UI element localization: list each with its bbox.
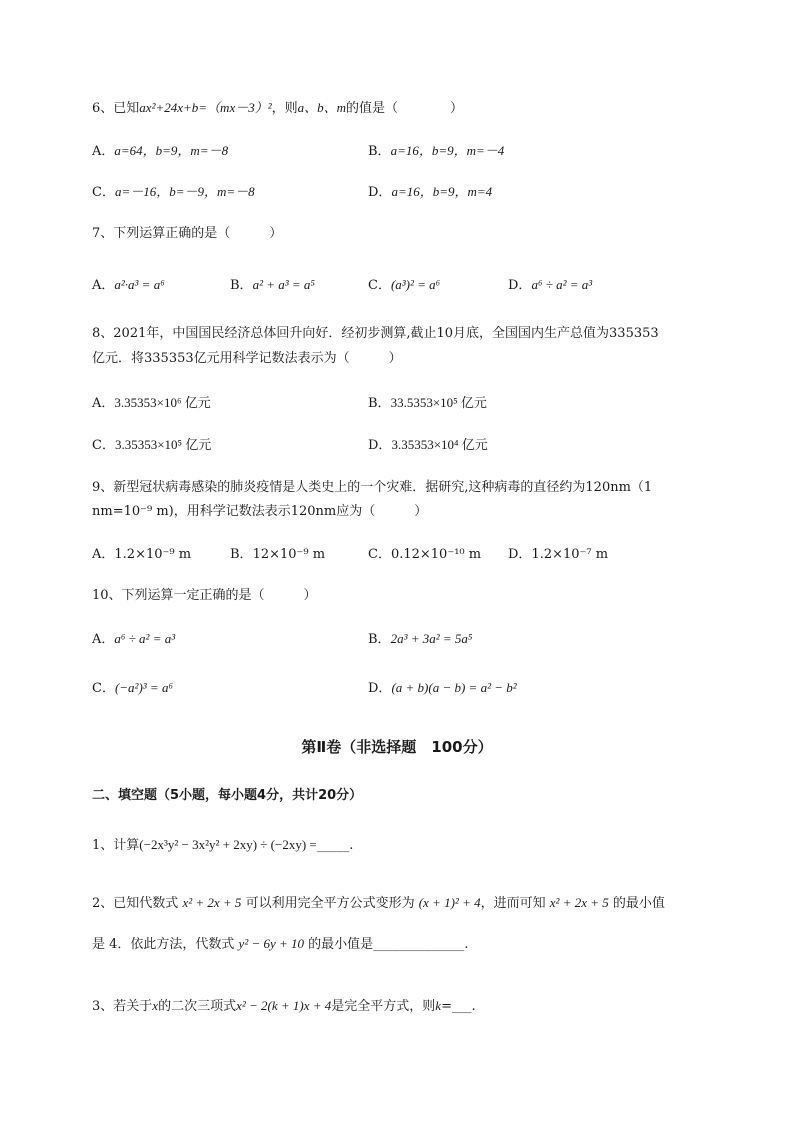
option-text: a=64，b=9，m=－8 (114, 143, 229, 158)
q8-option-c[interactable] (92, 436, 211, 455)
option-text: (a³)² = a⁶ (390, 277, 441, 292)
fill3-answer-blank[interactable]: ___ (451, 999, 472, 1014)
option-text: 0.12×10⁻¹⁰ m (390, 547, 482, 562)
q7-option-d[interactable] (508, 276, 592, 295)
fill2-text: 已知代数式 (113, 896, 179, 911)
q7-stem (92, 225, 282, 243)
q10-option-d[interactable] (368, 679, 517, 698)
q6-stem (92, 99, 463, 118)
q6-vars: a、b、m (297, 100, 347, 115)
q9-option-b[interactable] (230, 546, 325, 564)
option-label: D． (508, 278, 532, 293)
option-label: D． (508, 547, 532, 562)
q10-option-c[interactable] (92, 679, 173, 698)
q8-stem-line2: 亿元．将335353亿元用科学记数法表示为（ ） (92, 351, 402, 366)
q7-option-c[interactable] (368, 276, 440, 295)
option-text: 2a³ + 3a² = 5a⁵ (390, 631, 473, 646)
option-text: a² + a³ = a⁵ (252, 277, 315, 292)
q6-stem-text: 已知 (113, 101, 140, 116)
option-text: a=16，b=9，m=－4 (390, 143, 505, 158)
q9-option-c[interactable] (368, 546, 481, 564)
option-text: a⁶ ÷ a² = a³ (114, 631, 176, 646)
q6-stem-end: 的值是（ ） (346, 101, 464, 116)
option-text: 3.35353×10⁴ 亿元 (391, 437, 488, 452)
option-label: A． (92, 632, 115, 647)
fill3-text-3: 是完全平方式，则 (331, 999, 436, 1014)
option-label: A． (92, 547, 115, 562)
fill1-text: 计算 (113, 838, 140, 853)
q8-option-d[interactable] (368, 436, 488, 455)
fill3-text-2: 的二次三项式 (158, 999, 237, 1014)
fill3-variable: x (152, 998, 159, 1013)
fill2-expression-1: x² + 2x + 5 (182, 895, 242, 910)
option-label: B． (230, 547, 253, 562)
q9-stem-line2: nm=10⁻⁹ m)，用科学记数法表示120nm应为（ ） (92, 504, 428, 519)
option-label: B． (230, 278, 253, 293)
q9-stem-line1 (92, 479, 652, 497)
fill2-number: 2、 (92, 896, 114, 911)
q6-expression: ax²+24x+b=（mx－3）² (139, 100, 272, 115)
option-text: a²·a³ = a⁶ (114, 277, 165, 292)
q6-option-c[interactable] (92, 183, 255, 202)
section-subtitle: 二、填空题（5小题，每小题4分，共计20分） (92, 788, 363, 803)
q9-option-a[interactable] (92, 546, 191, 564)
q7-option-b[interactable] (230, 276, 315, 295)
q6-number: 6、 (92, 101, 114, 116)
fill2-line2-text: 是 4．依此方法，代数式 (92, 937, 235, 952)
fill3-equals: = (441, 999, 452, 1014)
option-text: a=16，b=9，m=4 (391, 184, 493, 199)
fill3-end: . (471, 999, 476, 1014)
fill1-number: 1、 (92, 838, 114, 853)
section-title: 第Ⅱ卷（非选择题 100分） (301, 738, 493, 756)
option-label: D． (368, 681, 392, 696)
q8-option-a[interactable] (92, 394, 211, 413)
fill2-end: . (464, 937, 469, 952)
option-label: C． (92, 438, 115, 453)
q10-stem-text: 下列运算一定正确的是（ ） (121, 588, 317, 603)
fill3-variable-k: k (435, 998, 442, 1013)
option-label: C． (368, 278, 391, 293)
fill2-text-2: 可以利用完全平方公式变形为 (245, 896, 415, 911)
q6-option-d[interactable] (368, 183, 492, 202)
q9-stem-text: 新型冠状病毒感染的肺炎疫情是人类史上的一个灾难．据研究,这种病毒的直径约为120nm（1 (113, 480, 653, 495)
q10-stem (92, 587, 317, 605)
fill1-expression: (−2x³y² − 3x²y² + 2xy) ÷ (−2xy) = (139, 837, 317, 852)
q9-option-d[interactable] (508, 546, 608, 564)
option-text: 33.5353×10⁵ 亿元 (390, 395, 487, 410)
option-text: a⁶ ÷ a² = a³ (531, 277, 593, 292)
fill2-line2-text-2: 的最小值是 (308, 937, 374, 952)
option-label: C． (92, 681, 115, 696)
option-label: B． (368, 632, 391, 647)
option-label: D． (368, 185, 392, 200)
fill2-expression-3: x² + 2x + 5 (549, 895, 609, 910)
option-text: 1.2×10⁻⁷ m (531, 547, 609, 562)
fill2-stem-line2 (92, 935, 468, 954)
fill2-text-3: ，进而可知 (480, 896, 546, 911)
option-label: C． (368, 547, 391, 562)
option-label: B． (368, 144, 391, 159)
option-label: A． (92, 278, 115, 293)
option-label: B． (368, 396, 391, 411)
q8-stem-text: 2021年，中国国民经济总体回升向好．经初步测算,截止10月底，全国国内生产总值为335353 (113, 326, 659, 341)
q10-option-a[interactable] (92, 630, 175, 649)
fill2-expression-4: y² − 6y + 10 (238, 936, 305, 951)
fill3-stem (92, 997, 476, 1016)
q7-stem-text: 下列运算正确的是（ ） (113, 226, 283, 241)
option-text: (a + b)(a − b) = a² − b² (391, 680, 517, 695)
fill3-text: 若关于 (113, 999, 153, 1014)
option-label: C． (92, 185, 115, 200)
q7-number: 7、 (92, 226, 114, 241)
option-text: a=－16，b=－9，m=－8 (114, 184, 255, 199)
q9-number: 9、 (92, 480, 114, 495)
q6-option-a[interactable] (92, 142, 228, 161)
fill2-expression-2: (x + 1)² + 4 (418, 895, 481, 910)
q10-option-b[interactable] (368, 630, 472, 649)
option-text: 3.35353×10⁶ 亿元 (114, 395, 211, 410)
q8-number: 8、 (92, 326, 114, 341)
q8-option-b[interactable] (368, 394, 487, 413)
q10-number: 10、 (92, 588, 122, 603)
option-label: A． (92, 144, 115, 159)
q8-stem-line1 (92, 325, 659, 343)
q6-option-b[interactable] (368, 142, 504, 161)
option-text: 3.35353×10⁵ 亿元 (114, 437, 212, 452)
fill1-stem (92, 836, 353, 855)
option-text: (−a²)³ = a⁶ (114, 680, 173, 695)
option-text: 12×10⁻⁹ m (252, 547, 326, 562)
fill2-text-4: 的最小值 (612, 896, 665, 911)
fill3-number: 3、 (92, 999, 114, 1014)
q6-stem-text-2: ，则 (271, 101, 298, 116)
fill2-stem-line1 (92, 894, 665, 913)
option-label: A． (92, 396, 115, 411)
fill1-answer-blank[interactable]: _____ (316, 838, 350, 853)
option-label: D． (368, 438, 392, 453)
fill1-end: . (349, 838, 354, 853)
fill3-expression: x² − 2(k + 1)x + 4 (236, 998, 332, 1013)
q7-option-a[interactable] (92, 276, 165, 295)
option-text: 1.2×10⁻⁹ m (114, 547, 192, 562)
fill2-answer-blank[interactable]: ______________ (373, 937, 465, 952)
